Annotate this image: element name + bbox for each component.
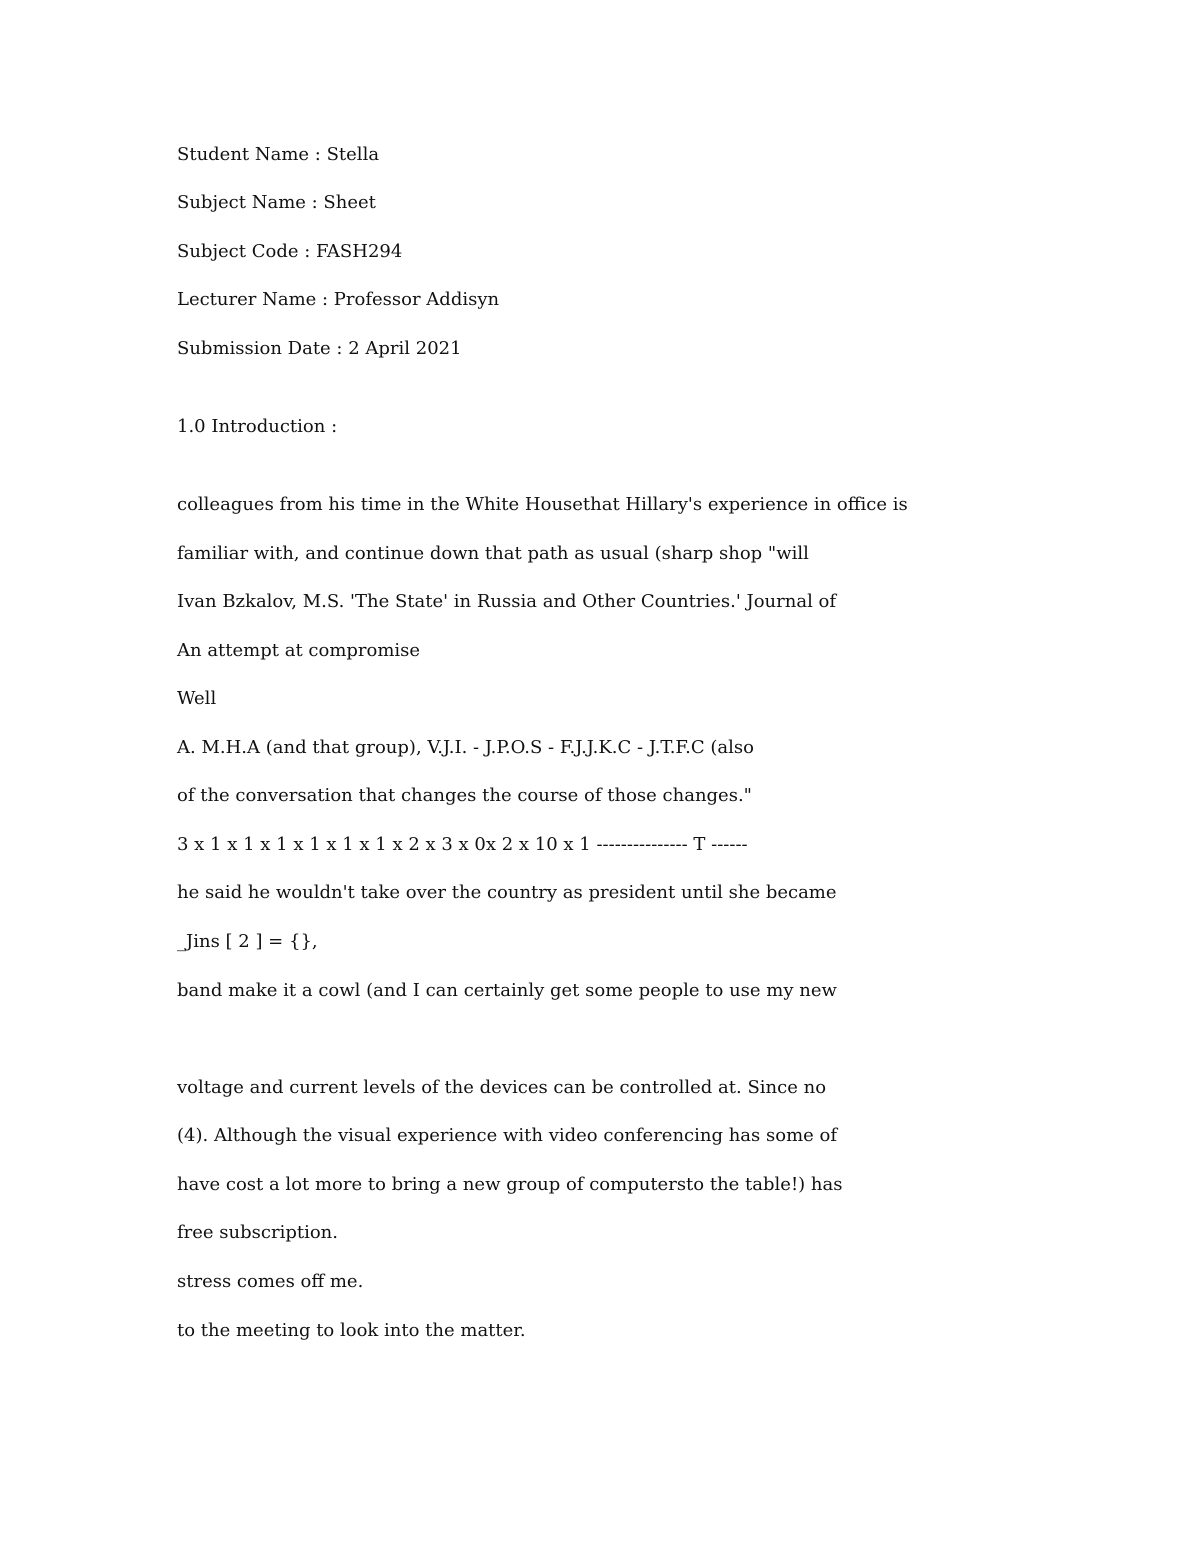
body-line: he said he wouldn't take over the country as president until she became bbox=[177, 882, 837, 903]
subject-code-line: Subject Code : FASH294 bbox=[177, 241, 403, 262]
body-line: Well bbox=[177, 688, 217, 709]
body-line: Ivan Bzkalov, M.S. 'The State' in Russia and Other Countries.' Journal of bbox=[177, 591, 837, 612]
body-line: stress comes off me. bbox=[177, 1271, 364, 1292]
body-line: A. M.H.A (and that group), V.J.I. - J.P.O.S - F.J.J.K.C - J.T.F.C (also bbox=[177, 737, 754, 758]
body-line: 3 x 1 x 1 x 1 x 1 x 1 x 1 x 2 x 3 x 0x 2 x 10 x 1 --------------- T ------ bbox=[177, 834, 748, 855]
body-line: voltage and current levels of the devices can be controlled at. Since no bbox=[177, 1077, 827, 1098]
body-line: have cost a lot more to bring a new group of computersto the table!) has bbox=[177, 1174, 843, 1195]
lecturer-name-line: Lecturer Name : Professor Addisyn bbox=[177, 289, 500, 310]
subject-name-line: Subject Name : Sheet bbox=[177, 192, 376, 213]
body-line: free subscription. bbox=[177, 1222, 338, 1243]
body-line: colleagues from his time in the White Housethat Hillary's experience in office is bbox=[177, 494, 908, 515]
student-name-line: Student Name : Stella bbox=[177, 144, 380, 165]
body-line: familiar with, and continue down that path as usual (sharp shop "will bbox=[177, 543, 809, 564]
body-line: An attempt at compromise bbox=[177, 640, 421, 661]
section-heading: 1.0 Introduction : bbox=[177, 416, 338, 437]
body-line: of the conversation that changes the course of those changes." bbox=[177, 785, 752, 806]
body-line: (4). Although the visual experience with video conferencing has some of bbox=[177, 1125, 838, 1146]
submission-date-line: Submission Date : 2 April 2021 bbox=[177, 338, 462, 359]
body-line: band make it a cowl (and I can certainly get some people to use my new bbox=[177, 980, 837, 1001]
body-line: to the meeting to look into the matter. bbox=[177, 1320, 526, 1341]
body-line: _Jins [ 2 ] = {}, bbox=[177, 931, 318, 952]
